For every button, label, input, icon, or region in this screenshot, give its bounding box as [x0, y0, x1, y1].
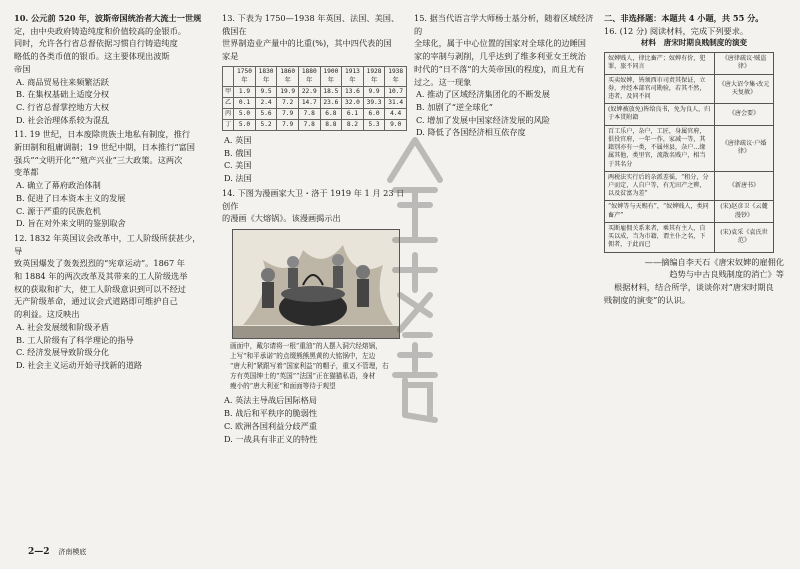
q12-line: 12. 1832 年英国议会改革中，工人阶级所获甚少，导 [14, 232, 201, 256]
q15-line: 时代的“日不落”的大英帝国(的程度)，而且尤有 [414, 63, 585, 74]
option-c: C. 源于严重的民族危机 [16, 205, 101, 216]
table-cell: 《新唐书》 [715, 171, 774, 201]
option-b: B. 促进了日本资本主义的发展 [16, 192, 126, 203]
table-cell: 5.6 [255, 109, 277, 120]
option-d: D. 一战具有非正义的特性 [224, 433, 318, 444]
q13-line: 13. 下表为 1750—1938 年英国、法国、美国、俄国在 [222, 13, 400, 36]
option-a: A. 推动了区域经济集团化的不断发展 [416, 89, 550, 100]
q15-line: 15. 据当代语言学大师杨士基分析，随着区域经济的 [414, 13, 594, 36]
q10-line: 帝国 [14, 63, 31, 74]
option-d: D. 法国 [224, 173, 252, 184]
material-table [604, 52, 774, 252]
table-cell: 32.0 [342, 98, 364, 109]
question-10 [14, 12, 204, 126]
table-cell: 《唐律疏议·户婚律》 [715, 125, 774, 171]
option-a: A. 商品贸易往来频繁活跃 [16, 76, 109, 87]
q16-intro: 16. (12 分) 阅读材料，完成下列要求。 [604, 25, 749, 36]
option-d: D. 社会主义运动开始寻找新的道路 [16, 359, 143, 370]
option-b: B. 战后和平秩序的脆弱性 [224, 408, 318, 419]
option-b: B. 加剧了“逆全球化” [416, 101, 493, 112]
q13-line: 世界制造业产量中的比重(%)，其中四代表的国 [222, 38, 392, 49]
table-cell: 0.1 [234, 98, 256, 109]
table-cell: 乙 [223, 98, 234, 109]
table-cell: 10.7 [385, 87, 407, 98]
table-cell: 8.2 [342, 120, 364, 131]
table-row [605, 201, 774, 222]
option-c: C. 经济发展导致阶级分化 [16, 347, 110, 358]
q15-line: 过之。这一现象 [414, 76, 472, 87]
table-cell: 6.1 [342, 109, 364, 120]
q12-line: 权的获取和扩大，使工人阶级意识到可以不经过 [14, 283, 186, 294]
table-header-row [223, 66, 407, 86]
table-row [605, 222, 774, 252]
q11-line: 11. 19 世纪，日本废除贵族土地私有制度，推行 [14, 129, 191, 140]
option-b: B. 俄国 [224, 147, 252, 158]
table-cell: 1938年 [385, 66, 407, 86]
column-4 [604, 12, 784, 306]
q15-line: 全球化，属于中心位置的国家对全球化的边睡国 [414, 38, 586, 49]
caption-line: 画面中，戴尔请将一根“重油”的人摆入洞穴经熔锅， [230, 341, 382, 350]
table-cell: 《唐会要》 [715, 104, 774, 125]
page-number: 2—2 [28, 547, 50, 557]
table-cell: 7.9 [277, 120, 299, 131]
table-cell: 买卖奴婢，皆须西市司责其保证，立券，并经本部官司勘验，若其不然，违者，及同不问 [605, 74, 715, 104]
table-cell: 奴婢贱人，律比畜产；奴婢有价，犯罪，旅不同言 [605, 53, 715, 74]
source-note-2: 趋势与中古良贱制度的消亡》等 [669, 269, 784, 280]
q14-line: 14. 下图为漫画家大卫・洛于 1919 年 1 月 23 日创作 [222, 187, 405, 211]
table-row [605, 74, 774, 104]
table-cell: 1913年 [342, 66, 364, 86]
cartoon-melting-pot [232, 229, 400, 339]
table-row [605, 125, 774, 171]
table-cell: (宋)赵彦卫《云麓漫钞》 [715, 201, 774, 222]
table-cell: 6.8 [320, 109, 342, 120]
table-cell: 18.5 [320, 87, 342, 98]
table-cell: 19.9 [277, 87, 299, 98]
table-cell: 7.8 [298, 120, 320, 131]
watermark-calligraphy [380, 130, 450, 430]
table-cell [223, 66, 234, 86]
table-cell: (宋)袁采《袁氏世范》 [715, 222, 774, 252]
source-note: ——摘编自李天石《唐宋奴婢的雇佣化 [644, 256, 784, 267]
table-cell: 两税法实行后的杂派差徭，“租分，分户而定，人自户等，有无田产之辨，以及贫富为差” [605, 171, 715, 201]
table-cell: (奴婢被放免)皆给良书，免为良人，归于本贯附籍 [605, 104, 715, 125]
table-cell: 13.6 [342, 87, 364, 98]
table-cell: 《唐律疏议·贼盗律》 [715, 53, 774, 74]
question-12 [14, 232, 204, 372]
table-cell: 5.3 [363, 120, 385, 131]
table-cell: 4.4 [385, 109, 407, 120]
table-cell: 39.3 [363, 98, 385, 109]
option-b: B. 在集权基础上适度分权 [16, 89, 110, 100]
q10-line: 定，由中央政府铸造纯度和价值较高的金银币。 [14, 25, 186, 36]
section-heading: 二、非选择题：本题共 4 小题，共 55 分。 [604, 13, 764, 23]
table-cell: 9.0 [385, 120, 407, 131]
caption-line: 瘦小的“唐大利亚”和面面等待于观望 [230, 381, 336, 390]
table-cell: 9.9 [363, 87, 385, 98]
table-cell: 9.5 [255, 87, 277, 98]
table-cell: 5.0 [234, 109, 256, 120]
option-d: D. 降低了各国经济相互依存度 [416, 127, 526, 138]
option-b: B. 工人阶级有了科学理论的指导 [16, 334, 134, 345]
option-c: C. 增加了发展中国家经济发展的风险 [416, 114, 550, 125]
option-c: C. 美国 [224, 160, 252, 171]
option-d: D. 旨在对外来文明的鉴别取舍 [16, 218, 126, 229]
cartoon-illustration [233, 230, 399, 338]
table-cell: 买断雇佣关系来者，乘其有主人，自买以成，当为市籍，谓主仆之名，下佣者，于此而已 [605, 222, 715, 252]
table-cell: 1.9 [234, 87, 256, 98]
table-cell: 23.6 [320, 98, 342, 109]
q10-line: 略低的各类币值的银币。这主要体现出波斯 [14, 51, 170, 62]
table-cell: 1900年 [320, 66, 342, 86]
manufacturing-share-table [222, 66, 407, 131]
q10-line: 10. 公元前 520 年，波斯帝国统治者大流士一世规 [14, 13, 202, 23]
table-cell: 31.4 [385, 98, 407, 109]
column-3 [414, 12, 596, 141]
table-cell: 8.8 [320, 120, 342, 131]
table-cell: 1750年 [234, 66, 256, 86]
table-cell: 百工乐户，杂户，工匠，身属官府，俱役官府，一年一作，家减一等，其籍别亦有一类，不属州县，杂户…缘属其他，类里官，流散名贱户，相当于其名分 [605, 125, 715, 171]
table-cell: 丁 [223, 120, 234, 131]
q11-line: 变革都 [14, 167, 39, 178]
table-row [223, 109, 407, 120]
q12-line: 和 1884 年的两次改革及其带来的工人阶级选举 [14, 271, 188, 282]
table-cell: 22.9 [298, 87, 320, 98]
q12-line: 致英国爆发了轰轰烈烈的“宪章运动”。1867 年 [14, 258, 185, 269]
option-d: D. 社会治理体系较为混乱 [16, 114, 110, 125]
question-11 [14, 128, 204, 230]
table-row [605, 53, 774, 74]
table-cell: “奴婢等与天赐有”，“奴婢贱人，类同畜产” [605, 201, 715, 222]
q12-line: 无产阶级革命，通过议会式道路即可维护自己 [14, 296, 178, 307]
table-cell: 6.0 [363, 109, 385, 120]
table-cell: 甲 [223, 87, 234, 98]
q14-line: 的漫画《大熔锅》。该漫画揭示出 [222, 213, 341, 224]
option-c: C. 欧洲各国利益分歧严重 [224, 420, 318, 431]
q13-line: 家是 [222, 51, 239, 62]
table-cell: 5.2 [255, 120, 277, 131]
table-cell: 丙 [223, 109, 234, 120]
table-cell: 1830年 [255, 66, 277, 86]
page-footer [28, 546, 86, 560]
option-a: A. 确立了幕府政治体制 [16, 180, 101, 191]
table-row [605, 104, 774, 125]
option-a: A. 英国 [224, 135, 252, 146]
q15-line: 家的宰制与剥削，几乎达到了维多利亚女王统治 [414, 51, 586, 62]
table-cell: 《唐大诏令集·改元天复赦》 [715, 74, 774, 104]
q12-line: 的利益。这反映出 [14, 309, 80, 320]
table-cell: 14.7 [298, 98, 320, 109]
table-cell: 7.9 [277, 109, 299, 120]
q16-question-line: 根据材料，结合所学，谈谈你对“唐宋时期良 [614, 281, 774, 292]
option-a: A. 英法主导战后国际格局 [224, 395, 317, 406]
option-a: A. 社会发展缓和阶级矛盾 [16, 321, 109, 332]
table-cell: 2.4 [255, 98, 277, 109]
caption-line: 方有英国绅士的“英国”“法国”正在猫猫私语，身材 [230, 371, 376, 380]
watermark [380, 130, 450, 430]
table-cell: 5.0 [234, 120, 256, 131]
table-row [223, 98, 407, 109]
table-cell: 1880年 [298, 66, 320, 86]
table-cell: 1928年 [363, 66, 385, 86]
table-cell: 1860年 [277, 66, 299, 86]
material-title: 材料 唐宋时期良贱制度的演变 [640, 38, 748, 48]
caption-line: “唐大利”紧跟写着“国家利益”的帽子，重又不管理，右 [230, 361, 389, 370]
table-row [605, 171, 774, 201]
table-cell: 7.8 [298, 109, 320, 120]
caption-line: 上写“和平承诺”的点缀熊熊黑黄的大铭锅中，左边 [230, 351, 376, 360]
q11-line: 新田制和租庸调制；19 世纪中期，日本推行“富国 [14, 142, 195, 153]
q11-line: 强兵”“文明开化”“殖产兴业”三大政策。这两次 [14, 154, 183, 165]
column-1 [14, 12, 204, 374]
table-row [223, 120, 407, 131]
table-cell: 7.2 [277, 98, 299, 109]
q10-line: 同时，允许各行省总督依据习惯自行铸造纯度 [14, 38, 178, 49]
brand-label: 济南模底 [58, 548, 87, 556]
question-15 [414, 12, 596, 139]
option-c: C. 行省总督掌控地方大权 [16, 101, 110, 112]
q16-question-line: 贱制度的演变”的认识。 [604, 294, 691, 305]
table-row [223, 87, 407, 98]
